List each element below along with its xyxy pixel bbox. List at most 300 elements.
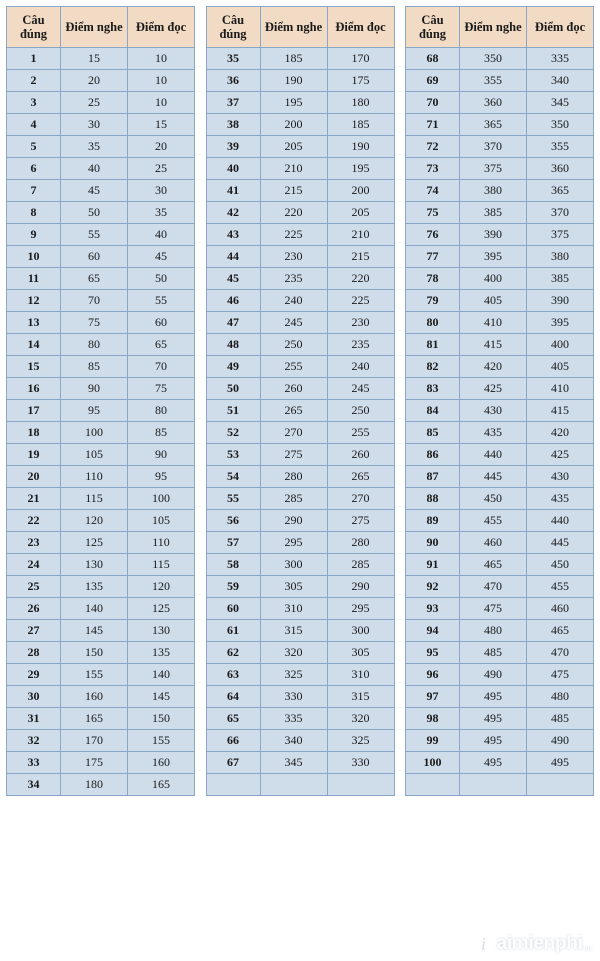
cell-reading: 60	[128, 312, 195, 334]
cell-reading: 420	[527, 422, 594, 444]
cell-reading: 335	[527, 48, 594, 70]
cell-listening: 475	[460, 598, 527, 620]
cell-listening: 110	[61, 466, 128, 488]
cell-correct: 15	[7, 356, 61, 378]
cell-correct: 24	[7, 554, 61, 576]
cell-reading: 355	[527, 136, 594, 158]
cell-listening: 85	[61, 356, 128, 378]
cell-listening: 255	[260, 356, 327, 378]
cell-reading: 320	[327, 708, 394, 730]
cell-correct: 14	[7, 334, 61, 356]
cell-listening: 455	[460, 510, 527, 532]
cell-listening: 165	[61, 708, 128, 730]
cell-reading: 255	[327, 422, 394, 444]
cell-reading: 295	[327, 598, 394, 620]
cell-correct: 98	[406, 708, 460, 730]
table-row	[406, 752, 594, 774]
table-row	[206, 70, 394, 92]
cell-correct: 53	[206, 444, 260, 466]
table-row	[206, 686, 394, 708]
table-row	[406, 730, 594, 752]
cell-correct: 51	[206, 400, 260, 422]
cell-listening: 345	[260, 752, 327, 774]
cell-listening: 360	[460, 92, 527, 114]
cell-listening: 435	[460, 422, 527, 444]
cell-listening: 325	[260, 664, 327, 686]
table-row	[406, 686, 594, 708]
cell-reading: 485	[527, 708, 594, 730]
table-row	[7, 334, 195, 356]
table-row	[7, 202, 195, 224]
table-row	[206, 488, 394, 510]
table-row	[206, 664, 394, 686]
table-row	[7, 774, 195, 796]
cell-reading: 270	[327, 488, 394, 510]
cell-correct: 16	[7, 378, 61, 400]
cell-listening: 65	[61, 268, 128, 290]
cell-reading: 305	[327, 642, 394, 664]
cell-correct: 18	[7, 422, 61, 444]
table-row	[206, 202, 394, 224]
cell-listening: 290	[260, 510, 327, 532]
cell-listening: 100	[61, 422, 128, 444]
cell-reading: 45	[128, 246, 195, 268]
cell-listening: 30	[61, 114, 128, 136]
cell-listening: 495	[460, 708, 527, 730]
table-row	[7, 268, 195, 290]
cell-listening: 215	[260, 180, 327, 202]
table-row	[206, 466, 394, 488]
cell-reading: 10	[128, 70, 195, 92]
table-row	[7, 48, 195, 70]
table-row	[7, 70, 195, 92]
cell-reading: 275	[327, 510, 394, 532]
cell-correct: 52	[206, 422, 260, 444]
cell-listening: 295	[260, 532, 327, 554]
table-row	[406, 70, 594, 92]
table-row	[7, 598, 195, 620]
cell-listening: 380	[460, 180, 527, 202]
cell-reading: 400	[527, 334, 594, 356]
cell-listening: 200	[260, 114, 327, 136]
cell-listening: 95	[61, 400, 128, 422]
column-header-correct: Câu đúng	[406, 7, 460, 48]
table-row	[406, 158, 594, 180]
table-row	[7, 686, 195, 708]
table-row	[206, 378, 394, 400]
table-row	[406, 92, 594, 114]
cell-correct: 73	[406, 158, 460, 180]
cell-listening: 340	[260, 730, 327, 752]
cell-correct: 30	[7, 686, 61, 708]
table-row	[206, 598, 394, 620]
cell-listening: 440	[460, 444, 527, 466]
cell-correct: 74	[406, 180, 460, 202]
cell-reading: 115	[128, 554, 195, 576]
cell-correct: 89	[406, 510, 460, 532]
table-row	[206, 642, 394, 664]
table-row	[206, 752, 394, 774]
cell-reading: 15	[128, 114, 195, 136]
watermark	[473, 933, 592, 955]
table-row	[206, 246, 394, 268]
cell-reading: 20	[128, 136, 195, 158]
cell-correct: 27	[7, 620, 61, 642]
cell-reading: 345	[527, 92, 594, 114]
cell-empty	[327, 774, 394, 796]
cell-reading: 130	[128, 620, 195, 642]
table-row	[206, 312, 394, 334]
cell-listening: 245	[260, 312, 327, 334]
table-row	[406, 598, 594, 620]
cell-reading: 370	[527, 202, 594, 224]
cell-reading: 165	[128, 774, 195, 796]
cell-correct: 96	[406, 664, 460, 686]
cell-correct: 4	[7, 114, 61, 136]
cell-correct: 23	[7, 532, 61, 554]
cell-listening: 130	[61, 554, 128, 576]
cell-listening: 350	[460, 48, 527, 70]
cell-correct: 57	[206, 532, 260, 554]
table-row	[406, 290, 594, 312]
table-row	[406, 114, 594, 136]
cell-reading: 450	[527, 554, 594, 576]
cell-correct: 49	[206, 356, 260, 378]
cell-reading: 155	[128, 730, 195, 752]
cell-reading: 135	[128, 642, 195, 664]
cell-correct: 87	[406, 466, 460, 488]
cell-reading: 435	[527, 488, 594, 510]
cell-correct: 79	[406, 290, 460, 312]
cell-listening: 15	[61, 48, 128, 70]
cell-correct: 81	[406, 334, 460, 356]
table-row	[406, 466, 594, 488]
table-row	[406, 708, 594, 730]
table-row	[206, 576, 394, 598]
cell-listening: 425	[460, 378, 527, 400]
table-row	[7, 554, 195, 576]
cell-listening: 320	[260, 642, 327, 664]
cell-reading: 365	[527, 180, 594, 202]
cell-listening: 495	[460, 752, 527, 774]
cell-reading: 410	[527, 378, 594, 400]
cell-reading: 340	[527, 70, 594, 92]
cell-reading: 85	[128, 422, 195, 444]
cell-reading: 210	[327, 224, 394, 246]
cell-correct: 84	[406, 400, 460, 422]
table-row	[206, 92, 394, 114]
table-row	[206, 774, 394, 796]
table-row	[206, 136, 394, 158]
cell-listening: 185	[260, 48, 327, 70]
cell-reading: 245	[327, 378, 394, 400]
cell-listening: 365	[460, 114, 527, 136]
cell-correct: 91	[406, 554, 460, 576]
cell-listening: 390	[460, 224, 527, 246]
cell-listening: 50	[61, 202, 128, 224]
table-row	[7, 378, 195, 400]
cell-correct: 71	[406, 114, 460, 136]
cell-correct: 36	[206, 70, 260, 92]
cell-listening: 160	[61, 686, 128, 708]
table-row	[206, 356, 394, 378]
cell-correct: 94	[406, 620, 460, 642]
cell-correct: 85	[406, 422, 460, 444]
table-row	[206, 532, 394, 554]
table-row	[7, 246, 195, 268]
cell-listening: 190	[260, 70, 327, 92]
cell-listening: 210	[260, 158, 327, 180]
cell-correct: 62	[206, 642, 260, 664]
cell-listening: 280	[260, 466, 327, 488]
cell-reading: 310	[327, 664, 394, 686]
table-row	[7, 620, 195, 642]
table-row	[406, 400, 594, 422]
cell-listening: 205	[260, 136, 327, 158]
cell-correct: 46	[206, 290, 260, 312]
cell-correct: 13	[7, 312, 61, 334]
cell-correct: 61	[206, 620, 260, 642]
cell-reading: 260	[327, 444, 394, 466]
cell-correct: 66	[206, 730, 260, 752]
table-row	[406, 48, 594, 70]
cell-reading: 200	[327, 180, 394, 202]
table-row	[406, 774, 594, 796]
cell-listening: 230	[260, 246, 327, 268]
cell-listening: 180	[61, 774, 128, 796]
table-row	[406, 378, 594, 400]
cell-reading: 265	[327, 466, 394, 488]
cell-reading: 30	[128, 180, 195, 202]
cell-correct: 78	[406, 268, 460, 290]
cell-reading: 460	[527, 598, 594, 620]
cell-listening: 70	[61, 290, 128, 312]
table-row	[7, 158, 195, 180]
cell-correct: 69	[406, 70, 460, 92]
cell-listening: 45	[61, 180, 128, 202]
cell-correct: 68	[406, 48, 460, 70]
cell-listening: 150	[61, 642, 128, 664]
table-row	[406, 532, 594, 554]
cell-correct: 67	[206, 752, 260, 774]
cell-correct: 76	[406, 224, 460, 246]
cell-correct: 65	[206, 708, 260, 730]
cell-listening: 355	[460, 70, 527, 92]
table-row	[206, 444, 394, 466]
cell-listening: 115	[61, 488, 128, 510]
table-row	[406, 620, 594, 642]
cell-reading: 105	[128, 510, 195, 532]
cell-listening: 485	[460, 642, 527, 664]
cell-reading: 175	[327, 70, 394, 92]
cell-reading: 215	[327, 246, 394, 268]
cell-reading: 80	[128, 400, 195, 422]
cell-correct: 64	[206, 686, 260, 708]
cell-empty	[206, 774, 260, 796]
cell-listening: 450	[460, 488, 527, 510]
cell-correct: 93	[406, 598, 460, 620]
watermark-subtext: vn	[583, 944, 592, 953]
table-row	[406, 268, 594, 290]
cell-correct: 22	[7, 510, 61, 532]
cell-listening: 400	[460, 268, 527, 290]
cell-listening: 80	[61, 334, 128, 356]
table-row	[7, 422, 195, 444]
cell-reading: 55	[128, 290, 195, 312]
cell-listening: 155	[61, 664, 128, 686]
cell-correct: 80	[406, 312, 460, 334]
column-header-correct: Câu đúng	[7, 7, 61, 48]
watermark-text: aimienphi	[496, 933, 583, 954]
cell-empty	[527, 774, 594, 796]
cell-correct: 26	[7, 598, 61, 620]
table-row	[406, 554, 594, 576]
cell-correct: 92	[406, 576, 460, 598]
cell-listening: 490	[460, 664, 527, 686]
cell-reading: 285	[327, 554, 394, 576]
table-row	[7, 730, 195, 752]
table-row	[7, 752, 195, 774]
cell-reading: 35	[128, 202, 195, 224]
cell-reading: 225	[327, 290, 394, 312]
cell-listening: 265	[260, 400, 327, 422]
table-row	[7, 312, 195, 334]
cell-reading: 120	[128, 576, 195, 598]
cell-correct: 28	[7, 642, 61, 664]
cell-listening: 170	[61, 730, 128, 752]
cell-correct: 75	[406, 202, 460, 224]
table-row	[7, 290, 195, 312]
cell-correct: 33	[7, 752, 61, 774]
cell-reading: 195	[327, 158, 394, 180]
cell-correct: 42	[206, 202, 260, 224]
cell-reading: 350	[527, 114, 594, 136]
cell-listening: 315	[260, 620, 327, 642]
table-row	[406, 510, 594, 532]
table-row	[406, 664, 594, 686]
cell-reading: 405	[527, 356, 594, 378]
cell-listening: 35	[61, 136, 128, 158]
cell-listening: 460	[460, 532, 527, 554]
table-row	[406, 488, 594, 510]
cell-correct: 100	[406, 752, 460, 774]
cell-reading: 185	[327, 114, 394, 136]
cell-listening: 260	[260, 378, 327, 400]
table-header-row	[406, 7, 594, 48]
table-body-3	[406, 48, 594, 796]
table-row	[206, 224, 394, 246]
table-row	[406, 334, 594, 356]
cell-correct: 21	[7, 488, 61, 510]
cell-reading: 290	[327, 576, 394, 598]
cell-correct: 7	[7, 180, 61, 202]
table-row	[7, 444, 195, 466]
cell-correct: 45	[206, 268, 260, 290]
cell-reading: 280	[327, 532, 394, 554]
cell-correct: 11	[7, 268, 61, 290]
table-row	[206, 422, 394, 444]
cell-reading: 140	[128, 664, 195, 686]
cell-listening: 495	[460, 730, 527, 752]
table-row	[206, 400, 394, 422]
cell-correct: 12	[7, 290, 61, 312]
table-row	[7, 510, 195, 532]
cell-listening: 335	[260, 708, 327, 730]
cell-listening: 385	[460, 202, 527, 224]
column-header-listening: Điểm nghe	[460, 7, 527, 48]
cell-reading: 235	[327, 334, 394, 356]
cell-listening: 330	[260, 686, 327, 708]
cell-reading: 425	[527, 444, 594, 466]
cell-correct: 47	[206, 312, 260, 334]
cell-reading: 25	[128, 158, 195, 180]
cell-reading: 375	[527, 224, 594, 246]
cell-listening: 125	[61, 532, 128, 554]
cell-listening: 300	[260, 554, 327, 576]
cell-empty	[460, 774, 527, 796]
cell-correct: 77	[406, 246, 460, 268]
cell-reading: 325	[327, 730, 394, 752]
cell-correct: 31	[7, 708, 61, 730]
cell-reading: 125	[128, 598, 195, 620]
table-row	[206, 334, 394, 356]
cell-reading: 385	[527, 268, 594, 290]
cell-reading: 330	[327, 752, 394, 774]
cell-reading: 495	[527, 752, 594, 774]
table-row	[7, 664, 195, 686]
table-row	[7, 576, 195, 598]
cell-reading: 95	[128, 466, 195, 488]
cell-correct: 88	[406, 488, 460, 510]
cell-listening: 310	[260, 598, 327, 620]
table-row	[406, 224, 594, 246]
cell-listening: 275	[260, 444, 327, 466]
table-row	[206, 48, 394, 70]
cell-reading: 145	[128, 686, 195, 708]
table-row	[7, 466, 195, 488]
table-body-1	[7, 48, 195, 796]
cell-listening: 470	[460, 576, 527, 598]
cell-correct: 8	[7, 202, 61, 224]
cell-reading: 490	[527, 730, 594, 752]
table-row	[7, 92, 195, 114]
cell-reading: 150	[128, 708, 195, 730]
table-row	[206, 554, 394, 576]
table-row	[406, 642, 594, 664]
cell-listening: 140	[61, 598, 128, 620]
score-table-3	[405, 6, 594, 796]
cell-correct: 72	[406, 136, 460, 158]
cell-listening: 495	[460, 686, 527, 708]
table-row	[7, 400, 195, 422]
cell-reading: 65	[128, 334, 195, 356]
cell-reading: 220	[327, 268, 394, 290]
table-row	[206, 268, 394, 290]
cell-listening: 480	[460, 620, 527, 642]
cell-listening: 465	[460, 554, 527, 576]
table-row	[206, 290, 394, 312]
cell-listening: 195	[260, 92, 327, 114]
cell-listening: 305	[260, 576, 327, 598]
cell-reading: 100	[128, 488, 195, 510]
table-row	[7, 136, 195, 158]
cell-listening: 410	[460, 312, 527, 334]
cell-reading: 110	[128, 532, 195, 554]
cell-listening: 430	[460, 400, 527, 422]
table-row	[7, 488, 195, 510]
column-header-reading: Điểm đọc	[327, 7, 394, 48]
table-row	[406, 180, 594, 202]
